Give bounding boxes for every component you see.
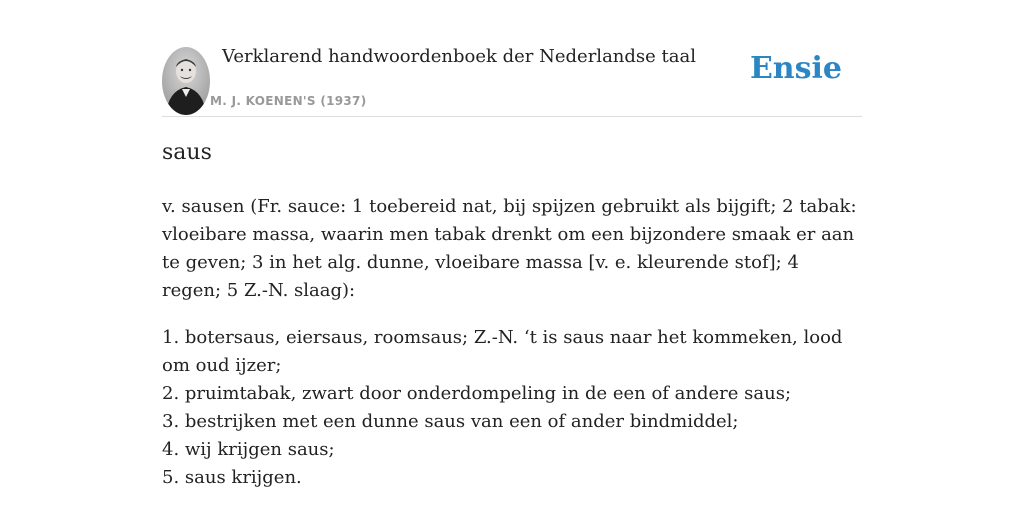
entry-content	[162, 193, 862, 492]
book-subtitle: M. J. KOENEN'S (1937)	[210, 94, 367, 108]
entry-headword: saus	[162, 140, 212, 165]
example-item: 5. saus krijgen.	[162, 467, 302, 488]
book-title: Verklarend handwoordenboek der Nederlandse taal	[222, 46, 696, 67]
example-item: 1. botersaus, eiersaus, roomsaus; Z.-N. ‘t is saus naar het kommeken, lood om oud ijzer;	[162, 327, 843, 376]
examples-list	[162, 324, 862, 492]
author-portrait	[162, 47, 210, 115]
portrait-image	[162, 47, 210, 115]
ensie-logo-link[interactable]: Ensie	[749, 51, 842, 86]
example-item: 3. bestrijken met een dunne saus van een of ander bindmiddel;	[162, 411, 739, 432]
dictionary-header	[162, 40, 862, 117]
example-item: 2. pruimtabak, zwart door onderdompeling in de een of andere saus;	[162, 383, 792, 404]
example-item: 4. wij krijgen saus;	[162, 439, 335, 460]
entry-definition: v. sausen (Fr. sauce: 1 toebereid nat, bij spijzen gebruikt als bijgift; 2 tabak: vloeibare massa, waarin men tabak drenkt om een bijzondere smaak er aan te geven; 3 in het alg. dunne, vloeibare massa [v. e. kleurende stof]; 4 regen; 5 Z.-N. slaag):	[162, 196, 857, 301]
